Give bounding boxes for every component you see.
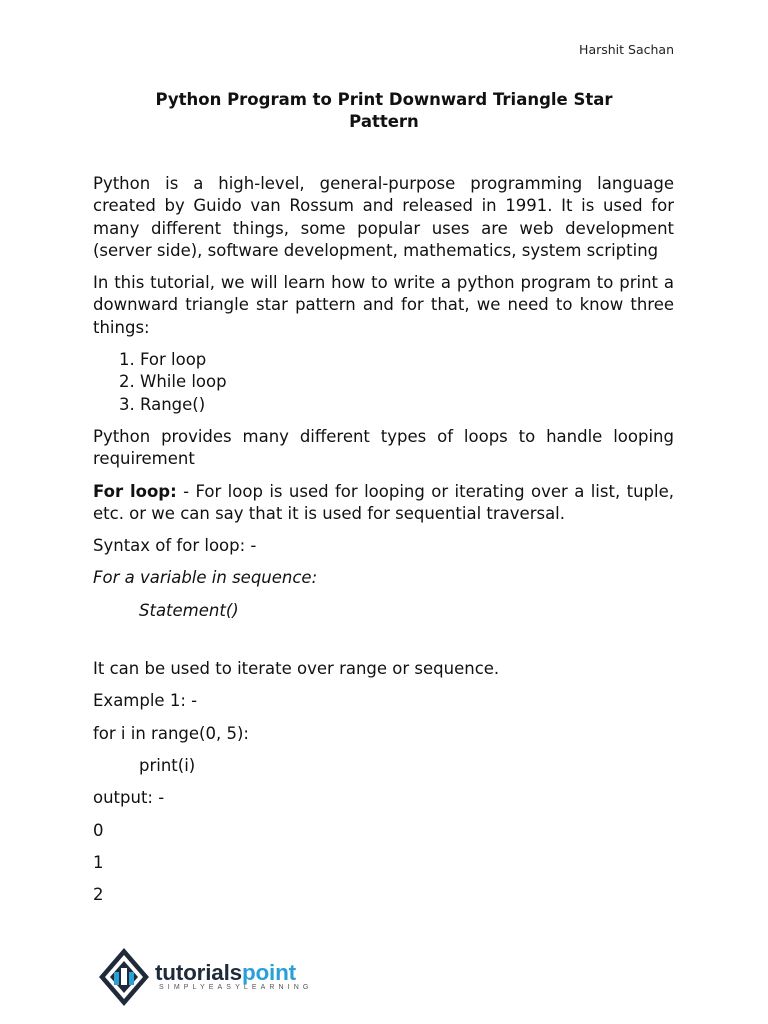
tutorialspoint-logo <box>93 942 338 1012</box>
syntax-line: For a variable in sequence: <box>93 568 318 588</box>
logo-wordmark <box>155 960 296 986</box>
for-loop-text: - For loop is used for looping or iterating over a list, tuple, etc. or we can say that it is used for sequential traversal. <box>93 481 674 523</box>
logo-wordmark-part1: tutorials <box>155 960 242 985</box>
code-line: for i in range(0, 5): <box>93 723 249 743</box>
syntax-statement: Statement() <box>139 600 239 620</box>
document-body <box>93 173 674 916</box>
code-line-indented: print(i) <box>139 755 196 775</box>
logo-wordmark-part2: point <box>241 960 296 985</box>
output-label: output: - <box>93 788 165 808</box>
loops-paragraph: Python provides many different types of loops to handle looping requirement <box>93 426 674 469</box>
list-item: 1. For loop <box>140 349 674 371</box>
for-loop-paragraph <box>93 481 674 526</box>
tutorial-paragraph: In this tutorial, we will learn how to write a python program to print a downward triangle star pattern and for that, we need to know three things: <box>93 273 674 337</box>
iterate-paragraph: It can be used to iterate over range or sequence. <box>93 659 500 679</box>
logo-emblem-icon <box>93 942 155 1012</box>
list-item: 2. While loop <box>140 371 674 393</box>
author-name: Harshit Sachan <box>579 42 674 57</box>
intro-paragraph: Python is a high-level, general-purpose programming language created by Guido van Rossum and released in 1991. It is used for many different things, some popular uses are web development (server side), software development, mathematics, system scripting <box>93 174 674 260</box>
requirements-list <box>93 349 674 416</box>
output-value: 2 <box>93 885 104 905</box>
example-label: Example 1: - <box>93 691 198 711</box>
syntax-label: Syntax of for loop: - <box>93 536 257 556</box>
for-loop-label: For loop: <box>93 481 177 501</box>
page-title: Python Program to Print Downward Triangle Star Pattern <box>155 90 613 131</box>
logo-tagline: SIMPLYEASYLEARNING <box>159 984 313 991</box>
output-value: 1 <box>93 852 104 872</box>
spacer <box>93 632 674 658</box>
output-value: 0 <box>93 820 104 840</box>
list-item: 3. Range() <box>140 394 674 416</box>
